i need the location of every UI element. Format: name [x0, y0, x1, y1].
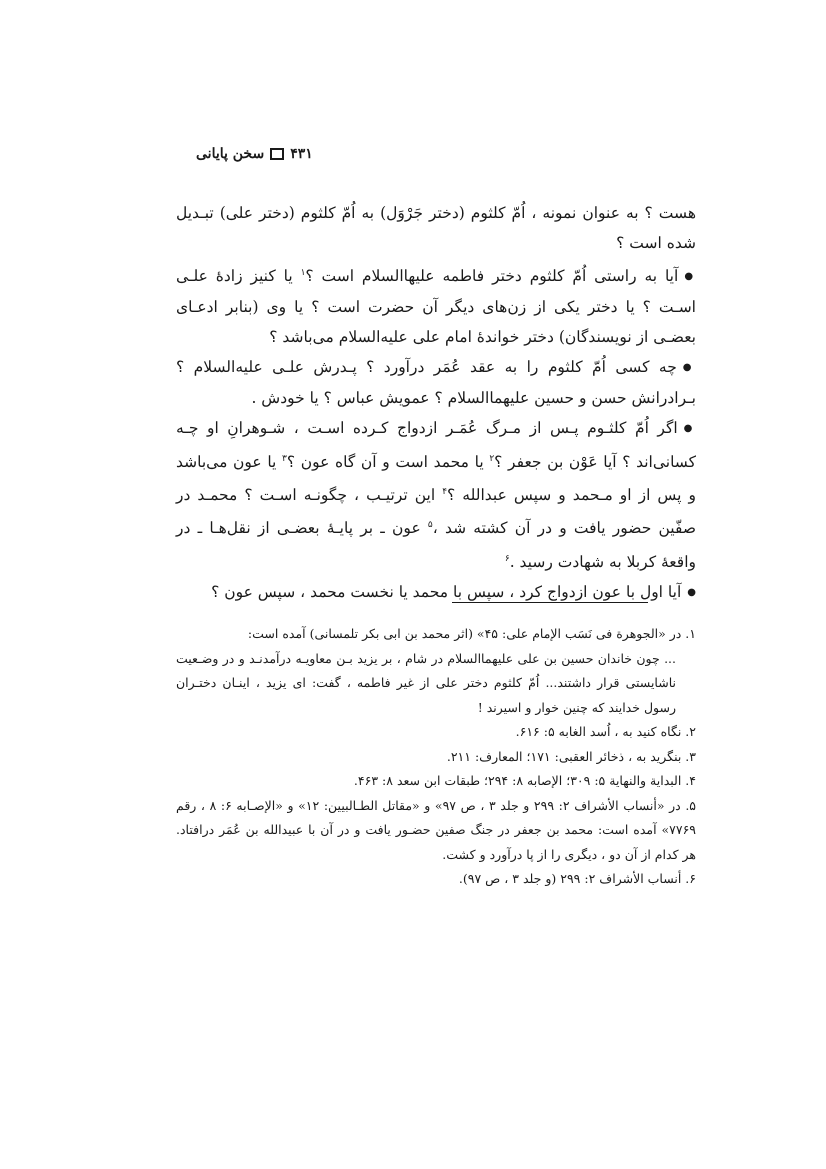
footnote: ١. در «الجوهرة فی نَسَب الإمام علی: ۴۵» (اثر محمد بن ابی بکر تلمسانی) آمده است: — [247, 626, 696, 641]
footnote-ref[interactable]: ٢ — [489, 454, 495, 465]
page-number: ۴۳۱ — [290, 146, 313, 162]
text-span: یا عون می‌باشد و پس از او مـحمد و سپس عبدالله ؟ — [176, 453, 696, 505]
text-span: یا کنیز زادهٔ علـی اسـت ؟ یا دختر یکی از زن‌های دیگر آن حضرت است ؟ یا وی (بنابر ادعـای بعضـی از نویسندگان) دختر خواندهٔ امام علی عليه‌السلام می‌باشد ؟ — [176, 267, 696, 347]
footnote-quote: ... چون خاندان حسین بن علی عليهما‌السلام در شام ، بر یزید بـن معاویـه درآمدنـد و در وضـعیت ناشایستی قرار داشتند... اُمّ کلثوم دختر علی از غیر فاطمه ، گفت: ای یزید ، اینـان دختـران رسول خدایند که چنین خوار و اسیرند ! — [176, 650, 676, 715]
text-span: یا محمد است و آن گاه عون ؟ — [286, 453, 490, 472]
running-header-title: سخن پایانی — [196, 146, 265, 162]
footnote: ۴. البدایة والنهایة ۵: ٣٠٩؛ الإصابه ٨: ٢٩۴؛ طبقات ابن سعد ٨: ۴۶٣. — [353, 773, 696, 788]
bullet-paragraph — [176, 413, 696, 577]
footnote-ref[interactable]: ۵ — [427, 520, 433, 531]
text-span: این ترتیـب ، چگونـه اسـت ؟ محمـد در صفّین حضور یافت و در آن کشته شد ، — [176, 486, 696, 538]
bullet-paragraph — [176, 258, 696, 352]
bullet-paragraph: ● آیا اول با عون ازدواج کرد ، سپس با محمد یا نخست محمد ، سپس عون ؟ — [176, 577, 696, 608]
bullet-paragraph: ● چه کسی اُمّ کلثوم را به عقد عُمَر درآورد ؟ پـدرش علـی عليه‌السلام ؟ بـرادرانش حسن و حسین عليهما‌السلام ؟ عمویش عباس ؟ یا خودش . — [176, 352, 696, 413]
text-span: اگر اُمّ کلثـوم پـس از مـرگ عُمَـر ازدواج کـرده اسـت ، شـوهرانِ او چـه کسانی‌اند ؟ آیا عَوْن بن جعفر ؟ — [176, 419, 697, 472]
footnotes — [176, 622, 696, 892]
footnote: ٣. بنگرید به ، ذخائر العقبی: ١٧١؛ المعارف: ٢١١. — [446, 748, 696, 764]
footnote: ٢. نگاه کنید به ، اُسد الغابه ۵: ۶۱۶. — [515, 724, 696, 739]
footnote-ref[interactable]: ۶ — [504, 553, 510, 564]
footnote: ۵. در «أنساب الأشراف ٢: ٢٩٩ و جلد ٣ ، ص ٩٧» و «مقاتل الطـالبیین: ١٢» و «الإصـابه ۶: ٨ ، رقم ٧٧۶٩» آمده است: محمد بن جعفر در جنگ صفین حضـور یافت و در آن با عبیدالله بن عُمَر درافتاد. هر کدام از آن دو ، دیگری را از پا درآورد و کشت. — [176, 797, 697, 862]
footnote-ref[interactable]: ٣ — [282, 454, 287, 465]
square-icon — [270, 148, 284, 160]
footnote-ref[interactable]: ۴ — [442, 487, 448, 498]
text-span: آیا به راستی اُمّ کلثوم دختر فاطمه عليها‌السلام است ؟ — [305, 267, 679, 286]
footnote-ref[interactable]: ١ — [300, 268, 306, 278]
running-header — [196, 146, 677, 162]
text-span: عون ـ بر پایـهٔ بعضـی از نقل‌هـا ـ در واقعهٔ کربلا به شهادت رسید . — [176, 519, 696, 571]
footnote-divider — [452, 602, 648, 603]
footnote: ۶. أنساب الأشراف ٢: ٢٩٩ (و جلد ٣ ، ص ٩٧). — [458, 871, 696, 886]
main-text — [176, 198, 696, 608]
paragraph: هست ؟ به عنوان نمونه ، اُمّ کلثوم (دختر جَرْوَل) به اُمّ کلثوم (دختر علی) تبـدیل شده است ؟ — [176, 204, 696, 252]
